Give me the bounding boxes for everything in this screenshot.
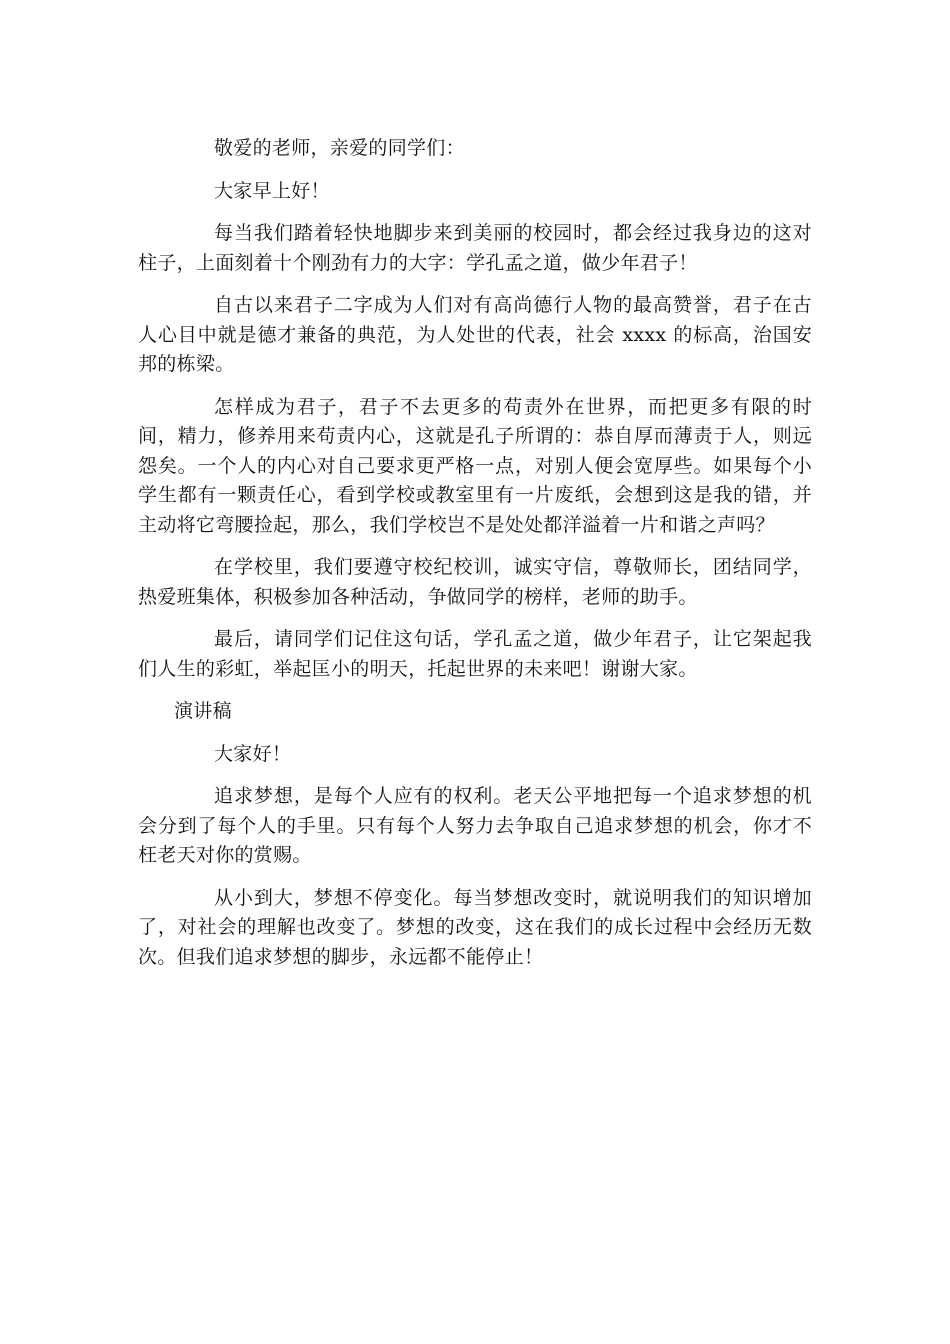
- document-body: [138, 134, 812, 985]
- paragraph: 在学校里，我们要遵守校纪校训，诚实守信，尊敬师长，团结同学，热爱班集体，积极参加各种活动，争做同学的榜样，老师的助手。: [138, 556, 812, 608]
- greeting: 大家好！: [214, 742, 292, 765]
- closing-paragraph: 最后，请同学们记住这句话，学孔孟之道，做少年君子，让它架起我们人生的彩虹，举起匡小的明天，托起世界的未来吧！谢谢大家。: [138, 628, 812, 680]
- paragraph: 从小到大，梦想不停变化。每当梦想改变时，就说明我们的知识增加了，对社会的理解也改变了。梦想的改变，这在我们的成长过程中会经历无数次。但我们追求梦想的脚步，永远都不能停止！: [138, 886, 812, 968]
- paragraph: 每当我们踏着轻快地脚步来到美丽的校园时，都会经过我身边的这对柱子，上面刻着十个刚劲有力的大字：学孔孟之道，做少年君子！: [138, 222, 812, 274]
- section-heading: 演讲稿: [174, 700, 232, 722]
- salutation: 敬爱的老师，亲爱的同学们：: [214, 137, 465, 159]
- paragraph: 怎样成为君子，君子不去更多的苟责外在世界，而把更多有限的时间，精力，修养用来苟责内心，这就是孔子所谓的：恭自厚而薄责于人，则远怨矣。一个人的内心对自己要求更严格一点，对别人便会宽厚些。如果每个小学生都有一颗责任心，看到学校或教室里有一片废纸，会想到这是我的错，并主动将它弯腰捡起，那么，我们学校岂不是处处都洋溢着一片和谐之声吗？: [138, 395, 812, 536]
- greeting: 大家早上好！: [214, 179, 330, 202]
- paragraph: 自古以来君子二字成为人们对有高尚德行人物的最高赞誉，君子在古人心目中就是德才兼备的典范，为人处世的代表，社会 xxxx 的标高，治国安邦的栋梁。: [138, 294, 812, 375]
- paragraph: 追求梦想，是每个人应有的权利。老天公平地把每一个追求梦想的机会分到了每个人的手里。只有每个人努力去争取自己追求梦想的机会，你才不枉老天对你的赏赐。: [138, 785, 812, 866]
